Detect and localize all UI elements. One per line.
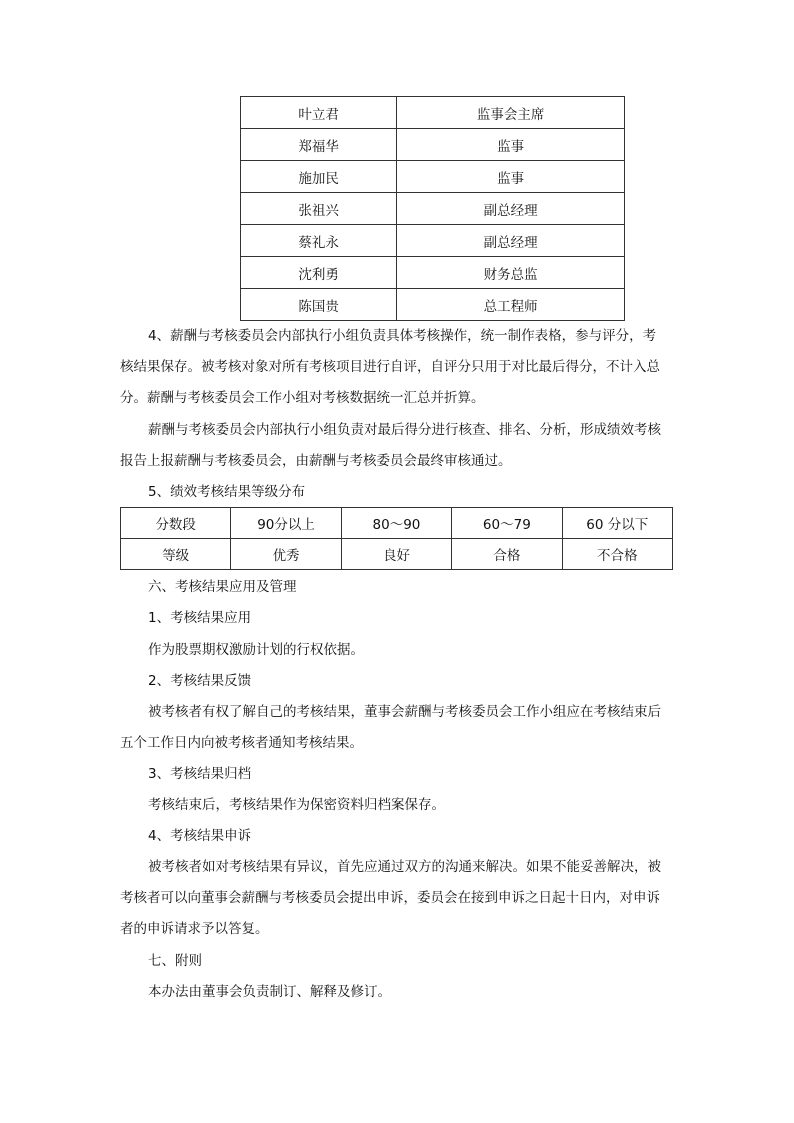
name-cell: 蔡礼永 [241, 225, 397, 257]
name-cell: 沈利勇 [241, 257, 397, 289]
section-heading: 七、附则 [148, 953, 202, 969]
paragraph-line: 被考核者有权了解自己的考核结果，董事会薪酬与考核委员会工作小组应在考核结束后 [148, 704, 661, 720]
table-row [121, 539, 673, 570]
table-row [121, 508, 673, 539]
table-row [241, 257, 625, 289]
table-row [241, 129, 625, 161]
name-cell: 张祖兴 [241, 193, 397, 225]
name-cell: 郑福华 [241, 129, 397, 161]
section-heading: 六、考核结果应用及管理 [148, 579, 297, 595]
subsection-heading: 2、考核结果反馈 [148, 673, 252, 689]
table-cell: 80～90 [341, 508, 451, 539]
section-heading: 5、绩效考核结果等级分布 [148, 484, 306, 500]
position-cell: 总工程师 [397, 289, 625, 321]
paragraph-line: 被考核者如对考核结果有异议，首先应通过双方的沟通来解决。如果不能妥善解决，被 [148, 859, 661, 875]
paragraph-line: 薪酬与考核委员会内部执行小组负责对最后得分进行核查、排名、分析，形成绩效考核 [148, 422, 661, 438]
name-cell: 陈国贵 [241, 289, 397, 321]
name-cell: 叶立君 [241, 97, 397, 129]
personnel-table [240, 96, 625, 321]
table-row [241, 161, 625, 193]
table-cell: 60 分以下 [562, 508, 672, 539]
table-row [241, 289, 625, 321]
table-cell: 合格 [452, 539, 562, 570]
paragraph-line: 考核者可以向董事会薪酬与考核委员会提出申诉，委员会在接到申诉之日起十日内，对申诉 [120, 890, 660, 906]
paragraph-line: 五个工作日内向被考核者通知考核结果。 [120, 735, 363, 751]
paragraph-line: 核结果保存。被考核对象对所有考核项目进行自评，自评分只用于对比最后得分，不计入总 [120, 359, 660, 375]
position-cell: 财务总监 [397, 257, 625, 289]
table-row [241, 97, 625, 129]
table-cell: 良好 [341, 539, 451, 570]
table-cell: 优秀 [231, 539, 341, 570]
position-cell: 监事会主席 [397, 97, 625, 129]
subsection-heading: 3、考核结果归档 [148, 766, 252, 782]
paragraph-line: 本办法由董事会负责制订、解释及修订。 [148, 984, 391, 1000]
position-cell: 监事 [397, 129, 625, 161]
subsection-heading: 4、考核结果申诉 [148, 828, 252, 844]
paragraph-line: 者的申诉请求予以答复。 [120, 921, 269, 937]
paragraph-line: 分。薪酬与考核委员会工作小组对考核数据统一汇总并折算。 [120, 390, 485, 406]
paragraph-line: 作为股票期权激励计划的行权依据。 [148, 642, 364, 658]
paragraph-line: 考核结束后，考核结果作为保密资料归档案保存。 [148, 797, 445, 813]
table-cell: 不合格 [562, 539, 672, 570]
paragraph-line: 报告上报薪酬与考核委员会，由薪酬与考核委员会最终审核通过。 [120, 453, 512, 469]
position-cell: 副总经理 [397, 225, 625, 257]
position-cell: 副总经理 [397, 193, 625, 225]
grade-distribution-table [120, 507, 673, 570]
paragraph-line: 4、薪酬与考核委员会内部执行小组负责具体考核操作，统一制作表格，参与评分，考 [148, 328, 657, 344]
table-row [241, 193, 625, 225]
table-cell: 90分以上 [231, 508, 341, 539]
position-cell: 监事 [397, 161, 625, 193]
table-cell: 分数段 [121, 508, 231, 539]
table-cell: 等级 [121, 539, 231, 570]
name-cell: 施加民 [241, 161, 397, 193]
table-row [241, 225, 625, 257]
subsection-heading: 1、考核结果应用 [148, 610, 252, 626]
table-cell: 60～79 [452, 508, 562, 539]
